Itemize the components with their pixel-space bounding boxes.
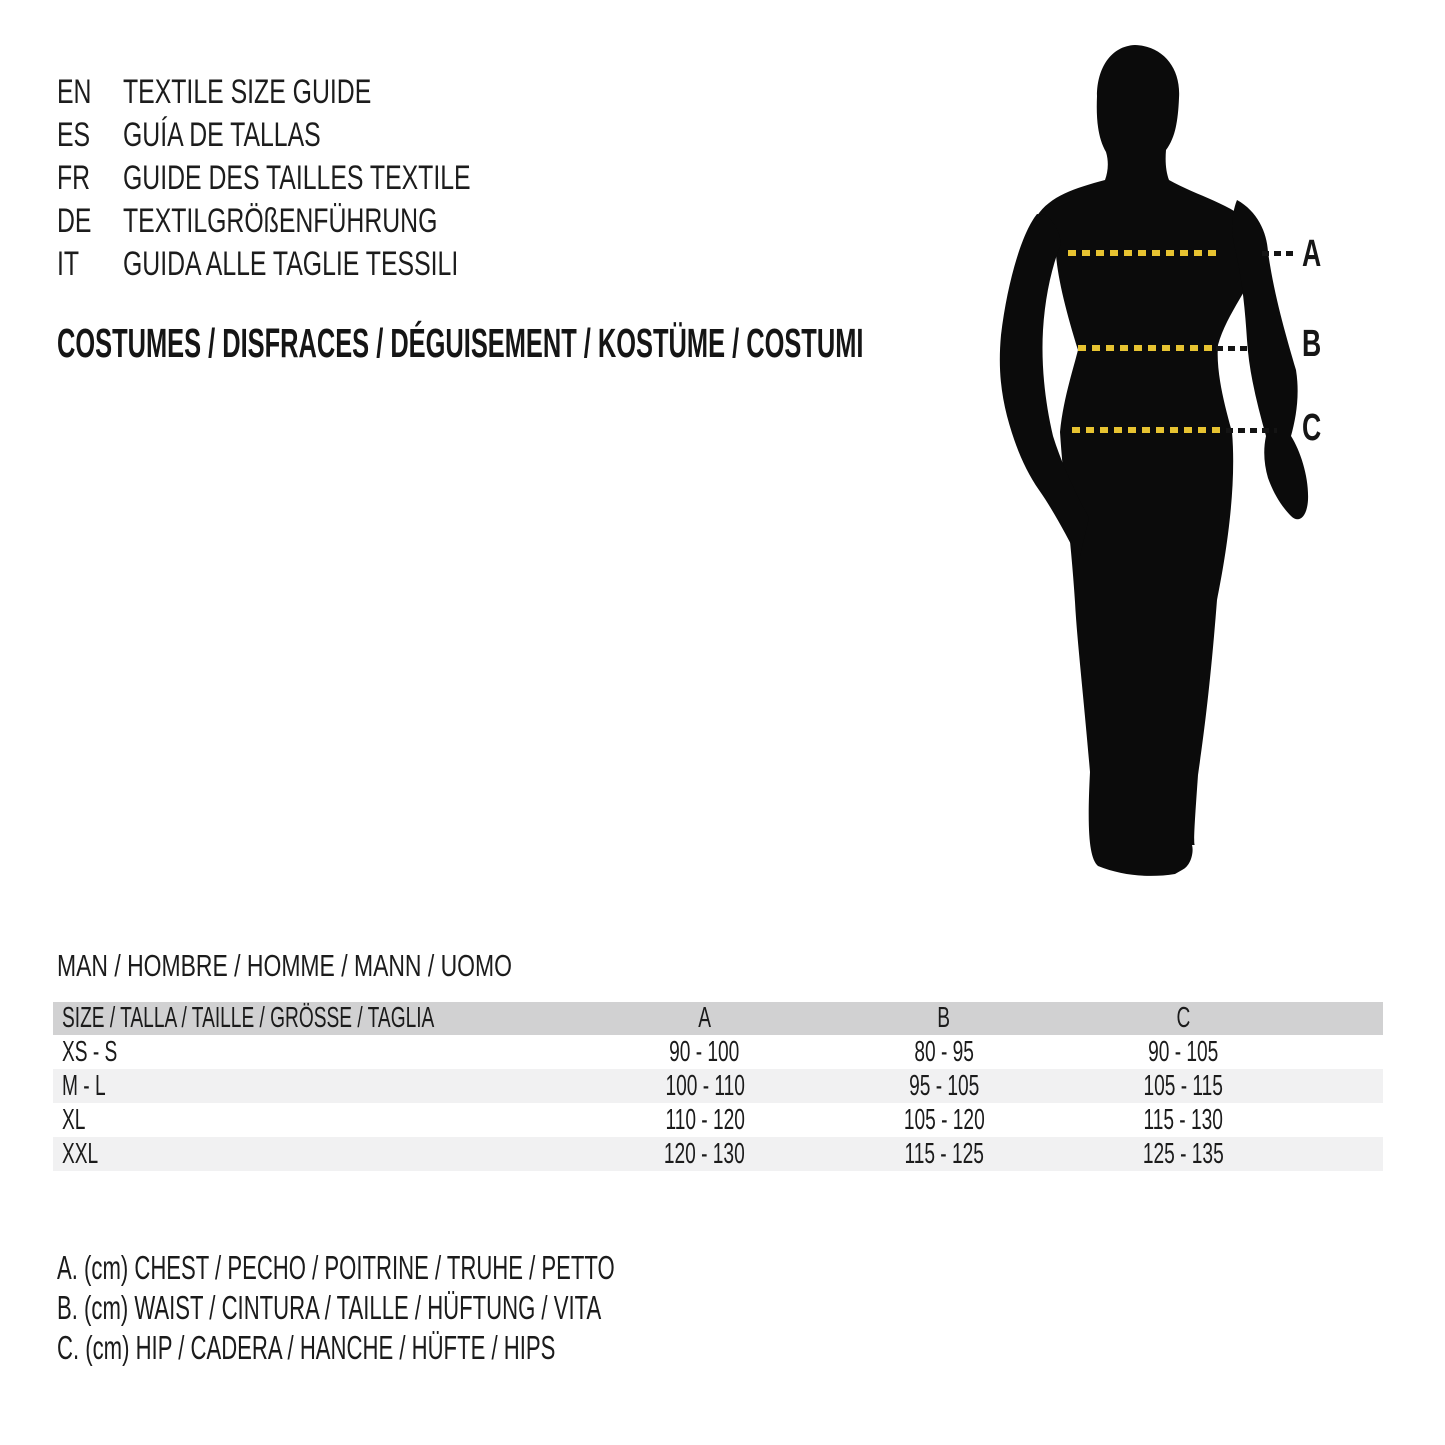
value-cell-b: 80 - 95 [914, 1035, 974, 1068]
language-row [57, 243, 599, 286]
value-cell-b: 115 - 125 [824, 1137, 1063, 1171]
language-title: GUIDA ALLE TAGLIE TESSILI [123, 245, 459, 283]
size-cell: XS - S [62, 1035, 118, 1068]
table-spacer-cell [1303, 1002, 1383, 1035]
chest-line-black-dashes [1262, 251, 1295, 256]
language-title: TEXTILGRÖßENFÜHRUNG [123, 202, 438, 240]
table-spacer-cell [1303, 1035, 1383, 1069]
table-spacer-cell [1303, 1137, 1383, 1171]
waist-line-black-dashes [1216, 346, 1249, 351]
hip-line-yellow-dashes [1072, 427, 1226, 433]
size-cell: XXL [53, 1137, 585, 1171]
col-header-b: B [824, 1002, 1063, 1035]
size-cell: M - L [53, 1069, 585, 1103]
marker-label-hip: C [1302, 407, 1322, 449]
waist-line-yellow-dashes [1078, 345, 1216, 351]
value-cell-b: 105 - 120 [903, 1103, 985, 1136]
silhouette-body-path [1037, 45, 1262, 876]
language-code: FR [57, 159, 91, 197]
legend-line-hip: C. (cm) HIP / CADERA / HANCHE / HÜFTE / HIPS [57, 1329, 556, 1366]
chest-line-yellow-dashes [1068, 250, 1218, 256]
legend-line-waist: B. (cm) WAIST / CINTURA / TAILLE / HÜFTUNG / VITA [57, 1289, 602, 1326]
silhouette-right-arm-path [1232, 200, 1308, 519]
col-header-a: A [585, 1002, 824, 1035]
section-heading-man: MAN / HOMBRE / HOMME / MANN / UOMO [57, 948, 512, 983]
language-row [57, 157, 599, 200]
language-code: IT [57, 245, 80, 283]
hip-line-black-dashes [1226, 428, 1277, 433]
table-spacer-cell [1303, 1103, 1383, 1137]
language-title: GUÍA DE TALLAS [123, 116, 321, 154]
value-cell-c: 90 - 105 [1148, 1035, 1219, 1068]
value-cell-a: 110 - 120 [664, 1103, 745, 1136]
size-cell: XL [62, 1103, 86, 1136]
language-row [57, 200, 599, 243]
size-header-cell: SIZE / TALLA / TAILLE / GRÖSSE / TAGLIA [53, 1002, 585, 1035]
language-code: ES [57, 116, 91, 154]
marker-label-chest: A [1302, 233, 1322, 275]
value-cell-a: 100 - 110 [585, 1069, 824, 1103]
measurement-legend [57, 1248, 889, 1368]
language-code: EN [57, 73, 92, 111]
col-header-c: C [1064, 1002, 1303, 1035]
value-cell-a: 90 - 100 [669, 1035, 740, 1068]
table-spacer-cell [1303, 1069, 1383, 1103]
value-cell-c: 105 - 115 [1064, 1069, 1303, 1103]
language-code: DE [57, 202, 92, 240]
language-title: GUIDE DES TAILLES TEXTILE [123, 159, 471, 197]
table-row [53, 1103, 1383, 1137]
value-cell-a: 120 - 130 [585, 1137, 824, 1171]
value-cell-c: 125 - 135 [1064, 1137, 1303, 1171]
size-table [53, 1002, 1383, 1171]
table-row [53, 1035, 1383, 1069]
value-cell-c: 115 - 130 [1143, 1103, 1224, 1136]
size-table-header-row [53, 1002, 1383, 1035]
category-heading: COSTUMES / DISFRACES / DÉGUISEMENT / KOSTÜME / COSTUMI [57, 320, 864, 366]
language-row [57, 114, 599, 157]
marker-label-waist: B [1302, 323, 1322, 365]
table-row [53, 1069, 1383, 1103]
language-title-list [57, 71, 599, 286]
value-cell-b: 95 - 105 [824, 1069, 1063, 1103]
language-title: TEXTILE SIZE GUIDE [123, 73, 372, 111]
table-row [53, 1137, 1383, 1171]
man-silhouette [985, 40, 1335, 885]
language-row [57, 71, 599, 114]
legend-line-chest: A. (cm) CHEST / PECHO / POITRINE / TRUHE / PETTO [57, 1249, 615, 1286]
